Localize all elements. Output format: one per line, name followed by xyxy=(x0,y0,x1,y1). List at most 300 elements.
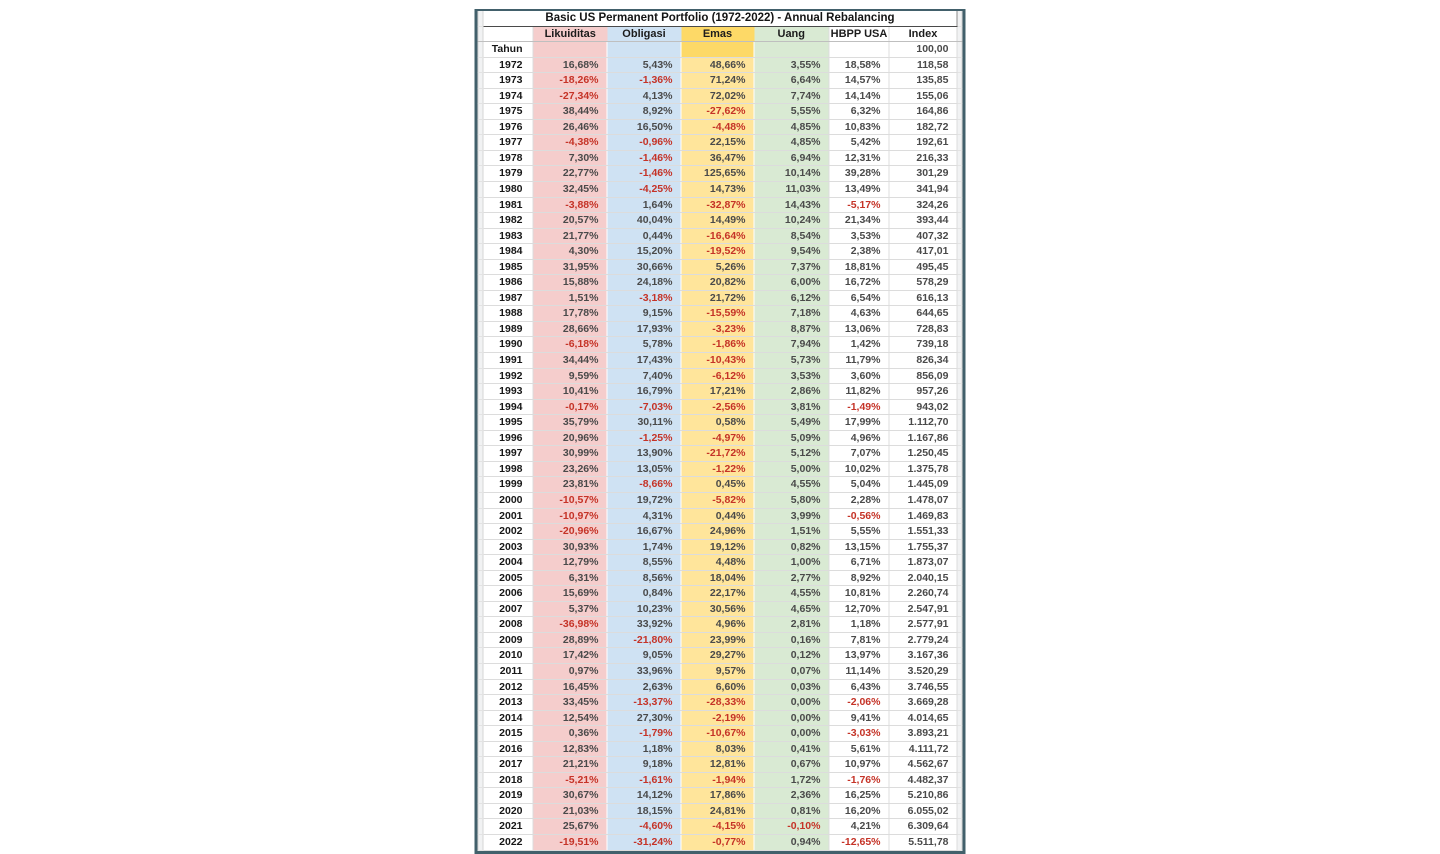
cell-likuiditas: -20,96% xyxy=(533,524,607,540)
cell-year: 2013 xyxy=(483,695,533,711)
cell-obligasi: 30,11% xyxy=(607,415,681,431)
right-gutter xyxy=(957,461,962,477)
right-gutter xyxy=(957,384,962,400)
cell-hbpp-usa: 13,15% xyxy=(829,539,889,555)
cell-year: 1981 xyxy=(483,197,533,213)
table-title: Basic US Permanent Portfolio (1972-2022) - Annual Rebalancing xyxy=(483,11,957,26)
cell-uang: 7,18% xyxy=(754,306,829,322)
table-row xyxy=(478,275,962,291)
table-row xyxy=(478,213,962,229)
right-gutter xyxy=(957,213,962,229)
cell-emas: 9,57% xyxy=(681,663,754,679)
cell-likuiditas: 21,77% xyxy=(533,228,607,244)
cell-year: 2005 xyxy=(483,570,533,586)
cell-emas: 48,66% xyxy=(681,57,754,73)
cell-hbpp-usa: 10,02% xyxy=(829,461,889,477)
right-gutter xyxy=(957,150,962,166)
cell-likuiditas: 21,21% xyxy=(533,757,607,773)
cell-emas: -6,12% xyxy=(681,368,754,384)
cell-likuiditas: 33,45% xyxy=(533,695,607,711)
cell-obligasi: -1,61% xyxy=(607,772,681,788)
cell-likuiditas: 32,45% xyxy=(533,182,607,198)
cell-obligasi: -21,80% xyxy=(607,632,681,648)
cell-year: 1987 xyxy=(483,290,533,306)
cell-uang: 5,80% xyxy=(754,492,829,508)
cell-uang: 0,67% xyxy=(754,757,829,773)
cell-obligasi: 4,31% xyxy=(607,508,681,524)
cell-index: 3.893,21 xyxy=(889,726,957,742)
cell-hbpp-usa: 21,34% xyxy=(829,213,889,229)
cell-hbpp-usa: 3,60% xyxy=(829,368,889,384)
table-row xyxy=(478,726,962,742)
cell-obligasi: 2,63% xyxy=(607,679,681,695)
right-gutter xyxy=(957,290,962,306)
cell-index: 1.112,70 xyxy=(889,415,957,431)
cell-year: 1992 xyxy=(483,368,533,384)
cell-uang: 5,09% xyxy=(754,430,829,446)
cell-year: 1994 xyxy=(483,399,533,415)
right-gutter xyxy=(957,73,962,89)
cell-hbpp-usa: 5,61% xyxy=(829,741,889,757)
cell-obligasi: 9,15% xyxy=(607,306,681,322)
cell-likuiditas: 22,77% xyxy=(533,166,607,182)
cell-year: 1976 xyxy=(483,119,533,135)
table-row xyxy=(478,399,962,415)
cell-emas: 29,27% xyxy=(681,648,754,664)
cell-index: 1.755,37 xyxy=(889,539,957,555)
cell-likuiditas: -0,17% xyxy=(533,399,607,415)
cell-hbpp-usa: -2,06% xyxy=(829,695,889,711)
cell-year: 1991 xyxy=(483,353,533,369)
cell-hbpp-usa: 6,32% xyxy=(829,104,889,120)
spacer-obligasi xyxy=(607,42,681,58)
cell-year: 2017 xyxy=(483,757,533,773)
cell-emas: -0,77% xyxy=(681,834,754,850)
cell-index: 164,86 xyxy=(889,104,957,120)
cell-hbpp-usa: 11,82% xyxy=(829,384,889,400)
cell-obligasi: 10,23% xyxy=(607,601,681,617)
cell-uang: 3,53% xyxy=(754,368,829,384)
cell-hbpp-usa: 5,55% xyxy=(829,524,889,540)
cell-obligasi: 24,18% xyxy=(607,275,681,291)
cell-obligasi: 9,05% xyxy=(607,648,681,664)
cell-hbpp-usa: 8,92% xyxy=(829,570,889,586)
right-gutter xyxy=(957,663,962,679)
cell-year: 2003 xyxy=(483,539,533,555)
right-gutter xyxy=(957,617,962,633)
cell-year: 1977 xyxy=(483,135,533,151)
cell-uang: 6,94% xyxy=(754,150,829,166)
cell-obligasi: 1,18% xyxy=(607,741,681,757)
cell-uang: 2,77% xyxy=(754,570,829,586)
cell-emas: -4,48% xyxy=(681,119,754,135)
cell-emas: -16,64% xyxy=(681,228,754,244)
cell-index: 1.873,07 xyxy=(889,555,957,571)
cell-obligasi: -1,46% xyxy=(607,150,681,166)
cell-uang: 4,85% xyxy=(754,135,829,151)
cell-emas: -27,62% xyxy=(681,104,754,120)
cell-uang: 0,03% xyxy=(754,679,829,695)
cell-year: 1983 xyxy=(483,228,533,244)
spacer-likuiditas xyxy=(533,42,607,58)
table-row xyxy=(478,306,962,322)
table-row xyxy=(478,135,962,151)
cell-obligasi: -31,24% xyxy=(607,834,681,850)
cell-likuiditas: 16,45% xyxy=(533,679,607,695)
cell-index: 3.520,29 xyxy=(889,663,957,679)
cell-likuiditas: 35,79% xyxy=(533,415,607,431)
right-gutter xyxy=(957,104,962,120)
right-gutter xyxy=(957,710,962,726)
cell-emas: 22,15% xyxy=(681,135,754,151)
cell-emas: 14,49% xyxy=(681,213,754,229)
table-row xyxy=(478,446,962,462)
cell-emas: 4,48% xyxy=(681,555,754,571)
right-gutter xyxy=(957,679,962,695)
cell-likuiditas: 30,99% xyxy=(533,446,607,462)
table-row xyxy=(478,290,962,306)
cell-emas: -2,56% xyxy=(681,399,754,415)
cell-year: 2014 xyxy=(483,710,533,726)
cell-year: 1986 xyxy=(483,275,533,291)
cell-index: 393,44 xyxy=(889,213,957,229)
cell-emas: -3,23% xyxy=(681,321,754,337)
cell-year: 2008 xyxy=(483,617,533,633)
cell-hbpp-usa: -1,49% xyxy=(829,399,889,415)
cell-likuiditas: 25,67% xyxy=(533,819,607,835)
cell-emas: -32,87% xyxy=(681,197,754,213)
tahun-base-row xyxy=(478,42,962,58)
cell-obligasi: 1,64% xyxy=(607,197,681,213)
right-gutter xyxy=(957,275,962,291)
cell-emas: -2,19% xyxy=(681,710,754,726)
cell-year: 2019 xyxy=(483,788,533,804)
cell-year: 2006 xyxy=(483,586,533,602)
cell-emas: 125,65% xyxy=(681,166,754,182)
cell-uang: 1,72% xyxy=(754,772,829,788)
table-header-row xyxy=(478,26,962,42)
table-row xyxy=(478,539,962,555)
cell-hbpp-usa: 4,63% xyxy=(829,306,889,322)
cell-index: 5.511,78 xyxy=(889,834,957,850)
cell-index: 4.562,67 xyxy=(889,757,957,773)
right-gutter xyxy=(957,119,962,135)
cell-obligasi: 16,50% xyxy=(607,119,681,135)
cell-likuiditas: 15,69% xyxy=(533,586,607,602)
cell-uang: 3,81% xyxy=(754,399,829,415)
cell-obligasi: 18,15% xyxy=(607,803,681,819)
table-row xyxy=(478,741,962,757)
cell-index: 4.482,37 xyxy=(889,772,957,788)
cell-uang: 0,94% xyxy=(754,834,829,850)
cell-uang: 4,65% xyxy=(754,601,829,617)
cell-emas: 24,96% xyxy=(681,524,754,540)
cell-index: 155,06 xyxy=(889,88,957,104)
cell-likuiditas: 30,93% xyxy=(533,539,607,555)
cell-obligasi: -0,96% xyxy=(607,135,681,151)
cell-index: 6.055,02 xyxy=(889,803,957,819)
cell-likuiditas: 34,44% xyxy=(533,353,607,369)
table-row xyxy=(478,73,962,89)
right-gutter xyxy=(957,632,962,648)
cell-hbpp-usa: 18,58% xyxy=(829,57,889,73)
cell-uang: 10,14% xyxy=(754,166,829,182)
cell-emas: 4,96% xyxy=(681,617,754,633)
cell-uang: 7,74% xyxy=(754,88,829,104)
table-row xyxy=(478,197,962,213)
cell-uang: 5,12% xyxy=(754,446,829,462)
cell-obligasi: 15,20% xyxy=(607,244,681,260)
right-gutter xyxy=(957,166,962,182)
cell-year: 1973 xyxy=(483,73,533,89)
cell-emas: -4,15% xyxy=(681,819,754,835)
cell-hbpp-usa: 9,41% xyxy=(829,710,889,726)
cell-likuiditas: 1,51% xyxy=(533,290,607,306)
cell-index: 407,32 xyxy=(889,228,957,244)
cell-likuiditas: 9,59% xyxy=(533,368,607,384)
cell-obligasi: -13,37% xyxy=(607,695,681,711)
header-index: Index xyxy=(889,26,957,42)
cell-obligasi: -3,18% xyxy=(607,290,681,306)
cell-uang: 0,81% xyxy=(754,803,829,819)
cell-index: 301,29 xyxy=(889,166,957,182)
cell-hbpp-usa: 39,28% xyxy=(829,166,889,182)
table-row xyxy=(478,508,962,524)
cell-uang: 0,07% xyxy=(754,663,829,679)
right-gutter xyxy=(957,834,962,850)
cell-likuiditas: 26,46% xyxy=(533,119,607,135)
cell-emas: 5,26% xyxy=(681,259,754,275)
cell-year: 2021 xyxy=(483,819,533,835)
index-base-value: 100,00 xyxy=(889,42,957,58)
cell-obligasi: 14,12% xyxy=(607,788,681,804)
cell-hbpp-usa: 7,07% xyxy=(829,446,889,462)
portfolio-table-sheet xyxy=(475,9,966,854)
cell-emas: 0,45% xyxy=(681,477,754,493)
cell-uang: -0,10% xyxy=(754,819,829,835)
cell-emas: -1,86% xyxy=(681,337,754,353)
right-gutter xyxy=(957,586,962,602)
cell-likuiditas: 20,96% xyxy=(533,430,607,446)
right-gutter xyxy=(957,430,962,446)
cell-uang: 5,73% xyxy=(754,353,829,369)
table-row xyxy=(478,321,962,337)
table-row xyxy=(478,150,962,166)
cell-year: 2016 xyxy=(483,741,533,757)
header-hbpp-usa: HBPP USA xyxy=(829,26,889,42)
cell-index: 182,72 xyxy=(889,119,957,135)
cell-uang: 0,82% xyxy=(754,539,829,555)
cell-obligasi: 16,79% xyxy=(607,384,681,400)
cell-obligasi: 1,74% xyxy=(607,539,681,555)
cell-obligasi: -1,36% xyxy=(607,73,681,89)
cell-obligasi: 17,93% xyxy=(607,321,681,337)
table-row xyxy=(478,477,962,493)
right-gutter xyxy=(957,306,962,322)
cell-hbpp-usa: 2,38% xyxy=(829,244,889,260)
right-gutter xyxy=(957,741,962,757)
cell-likuiditas: 28,66% xyxy=(533,321,607,337)
cell-uang: 7,94% xyxy=(754,337,829,353)
cell-hbpp-usa: 16,25% xyxy=(829,788,889,804)
cell-emas: -1,94% xyxy=(681,772,754,788)
right-gutter xyxy=(957,524,962,540)
cell-likuiditas: -36,98% xyxy=(533,617,607,633)
cell-obligasi: 9,18% xyxy=(607,757,681,773)
cell-hbpp-usa: 16,72% xyxy=(829,275,889,291)
cell-likuiditas: 28,89% xyxy=(533,632,607,648)
table-row xyxy=(478,586,962,602)
cell-obligasi: 19,72% xyxy=(607,492,681,508)
cell-likuiditas: 21,03% xyxy=(533,803,607,819)
cell-uang: 1,00% xyxy=(754,555,829,571)
cell-uang: 6,12% xyxy=(754,290,829,306)
cell-index: 739,18 xyxy=(889,337,957,353)
cell-emas: 24,81% xyxy=(681,803,754,819)
cell-likuiditas: -27,34% xyxy=(533,88,607,104)
table-row xyxy=(478,259,962,275)
cell-hbpp-usa: 4,96% xyxy=(829,430,889,446)
table-row xyxy=(478,570,962,586)
right-gutter xyxy=(957,228,962,244)
cell-index: 192,61 xyxy=(889,135,957,151)
cell-obligasi: 40,04% xyxy=(607,213,681,229)
cell-emas: -28,33% xyxy=(681,695,754,711)
cell-hbpp-usa: 6,43% xyxy=(829,679,889,695)
cell-uang: 3,55% xyxy=(754,57,829,73)
cell-index: 1.250,45 xyxy=(889,446,957,462)
cell-year: 2007 xyxy=(483,601,533,617)
cell-index: 4.111,72 xyxy=(889,741,957,757)
cell-year: 1997 xyxy=(483,446,533,462)
cell-likuiditas: 23,26% xyxy=(533,461,607,477)
cell-index: 616,13 xyxy=(889,290,957,306)
cell-likuiditas: 4,30% xyxy=(533,244,607,260)
cell-uang: 2,86% xyxy=(754,384,829,400)
cell-index: 417,01 xyxy=(889,244,957,260)
cell-emas: 17,86% xyxy=(681,788,754,804)
cell-obligasi: -7,03% xyxy=(607,399,681,415)
cell-index: 2.260,74 xyxy=(889,586,957,602)
cell-uang: 4,55% xyxy=(754,586,829,602)
cell-index: 2.779,24 xyxy=(889,632,957,648)
header-tahun-empty xyxy=(483,26,533,42)
cell-uang: 3,99% xyxy=(754,508,829,524)
cell-obligasi: -4,25% xyxy=(607,182,681,198)
cell-emas: -4,97% xyxy=(681,430,754,446)
cell-uang: 11,03% xyxy=(754,182,829,198)
cell-index: 6.309,64 xyxy=(889,819,957,835)
cell-emas: 14,73% xyxy=(681,182,754,198)
cell-obligasi: 33,96% xyxy=(607,663,681,679)
cell-hbpp-usa: 2,28% xyxy=(829,492,889,508)
cell-emas: 19,12% xyxy=(681,539,754,555)
table-title-row xyxy=(478,11,962,26)
cell-emas: 30,56% xyxy=(681,601,754,617)
table-row xyxy=(478,228,962,244)
cell-obligasi: 17,43% xyxy=(607,353,681,369)
right-gutter xyxy=(957,477,962,493)
table-row xyxy=(478,182,962,198)
cell-index: 2.040,15 xyxy=(889,570,957,586)
cell-hbpp-usa: -3,03% xyxy=(829,726,889,742)
cell-likuiditas: -5,21% xyxy=(533,772,607,788)
cell-emas: 21,72% xyxy=(681,290,754,306)
cell-likuiditas: -18,26% xyxy=(533,73,607,89)
cell-index: 1.445,09 xyxy=(889,477,957,493)
cell-hbpp-usa: 18,81% xyxy=(829,259,889,275)
table-row xyxy=(478,648,962,664)
table-row xyxy=(478,415,962,431)
cell-emas: -10,67% xyxy=(681,726,754,742)
table-row xyxy=(478,555,962,571)
cell-uang: 5,55% xyxy=(754,104,829,120)
cell-year: 2010 xyxy=(483,648,533,664)
cell-hbpp-usa: 10,97% xyxy=(829,757,889,773)
table-row xyxy=(478,461,962,477)
cell-hbpp-usa: 13,49% xyxy=(829,182,889,198)
cell-emas: 20,82% xyxy=(681,275,754,291)
right-gutter xyxy=(957,57,962,73)
cell-index: 4.014,65 xyxy=(889,710,957,726)
table-row xyxy=(478,772,962,788)
cell-obligasi: 16,67% xyxy=(607,524,681,540)
cell-emas: 72,02% xyxy=(681,88,754,104)
table-row xyxy=(478,119,962,135)
cell-hbpp-usa: 16,20% xyxy=(829,803,889,819)
cell-hbpp-usa: 17,99% xyxy=(829,415,889,431)
right-gutter xyxy=(957,197,962,213)
cell-uang: 2,81% xyxy=(754,617,829,633)
cell-year: 1995 xyxy=(483,415,533,431)
cell-likuiditas: 10,41% xyxy=(533,384,607,400)
cell-emas: -10,43% xyxy=(681,353,754,369)
cell-hbpp-usa: 1,18% xyxy=(829,617,889,633)
right-gutter xyxy=(957,399,962,415)
cell-likuiditas: -3,88% xyxy=(533,197,607,213)
cell-likuiditas: 20,57% xyxy=(533,213,607,229)
cell-uang: 1,51% xyxy=(754,524,829,540)
table-row xyxy=(478,368,962,384)
cell-obligasi: 27,30% xyxy=(607,710,681,726)
table-row xyxy=(478,663,962,679)
cell-index: 1.551,33 xyxy=(889,524,957,540)
cell-year: 1988 xyxy=(483,306,533,322)
cell-obligasi: 4,13% xyxy=(607,88,681,104)
right-gutter xyxy=(957,415,962,431)
cell-emas: 36,47% xyxy=(681,150,754,166)
cell-uang: 9,54% xyxy=(754,244,829,260)
cell-hbpp-usa: 4,21% xyxy=(829,819,889,835)
table-row xyxy=(478,710,962,726)
cell-hbpp-usa: 3,53% xyxy=(829,228,889,244)
cell-likuiditas: 6,31% xyxy=(533,570,607,586)
cell-index: 2.577,91 xyxy=(889,617,957,633)
cell-uang: 5,49% xyxy=(754,415,829,431)
cell-likuiditas: -4,38% xyxy=(533,135,607,151)
cell-emas: 18,04% xyxy=(681,570,754,586)
table-row xyxy=(478,757,962,773)
right-gutter xyxy=(957,42,962,58)
cell-uang: 0,16% xyxy=(754,632,829,648)
cell-likuiditas: 17,42% xyxy=(533,648,607,664)
cell-emas: 8,03% xyxy=(681,741,754,757)
cell-year: 1984 xyxy=(483,244,533,260)
right-gutter xyxy=(957,819,962,835)
cell-year: 2004 xyxy=(483,555,533,571)
cell-likuiditas: 23,81% xyxy=(533,477,607,493)
cell-index: 1.375,78 xyxy=(889,461,957,477)
